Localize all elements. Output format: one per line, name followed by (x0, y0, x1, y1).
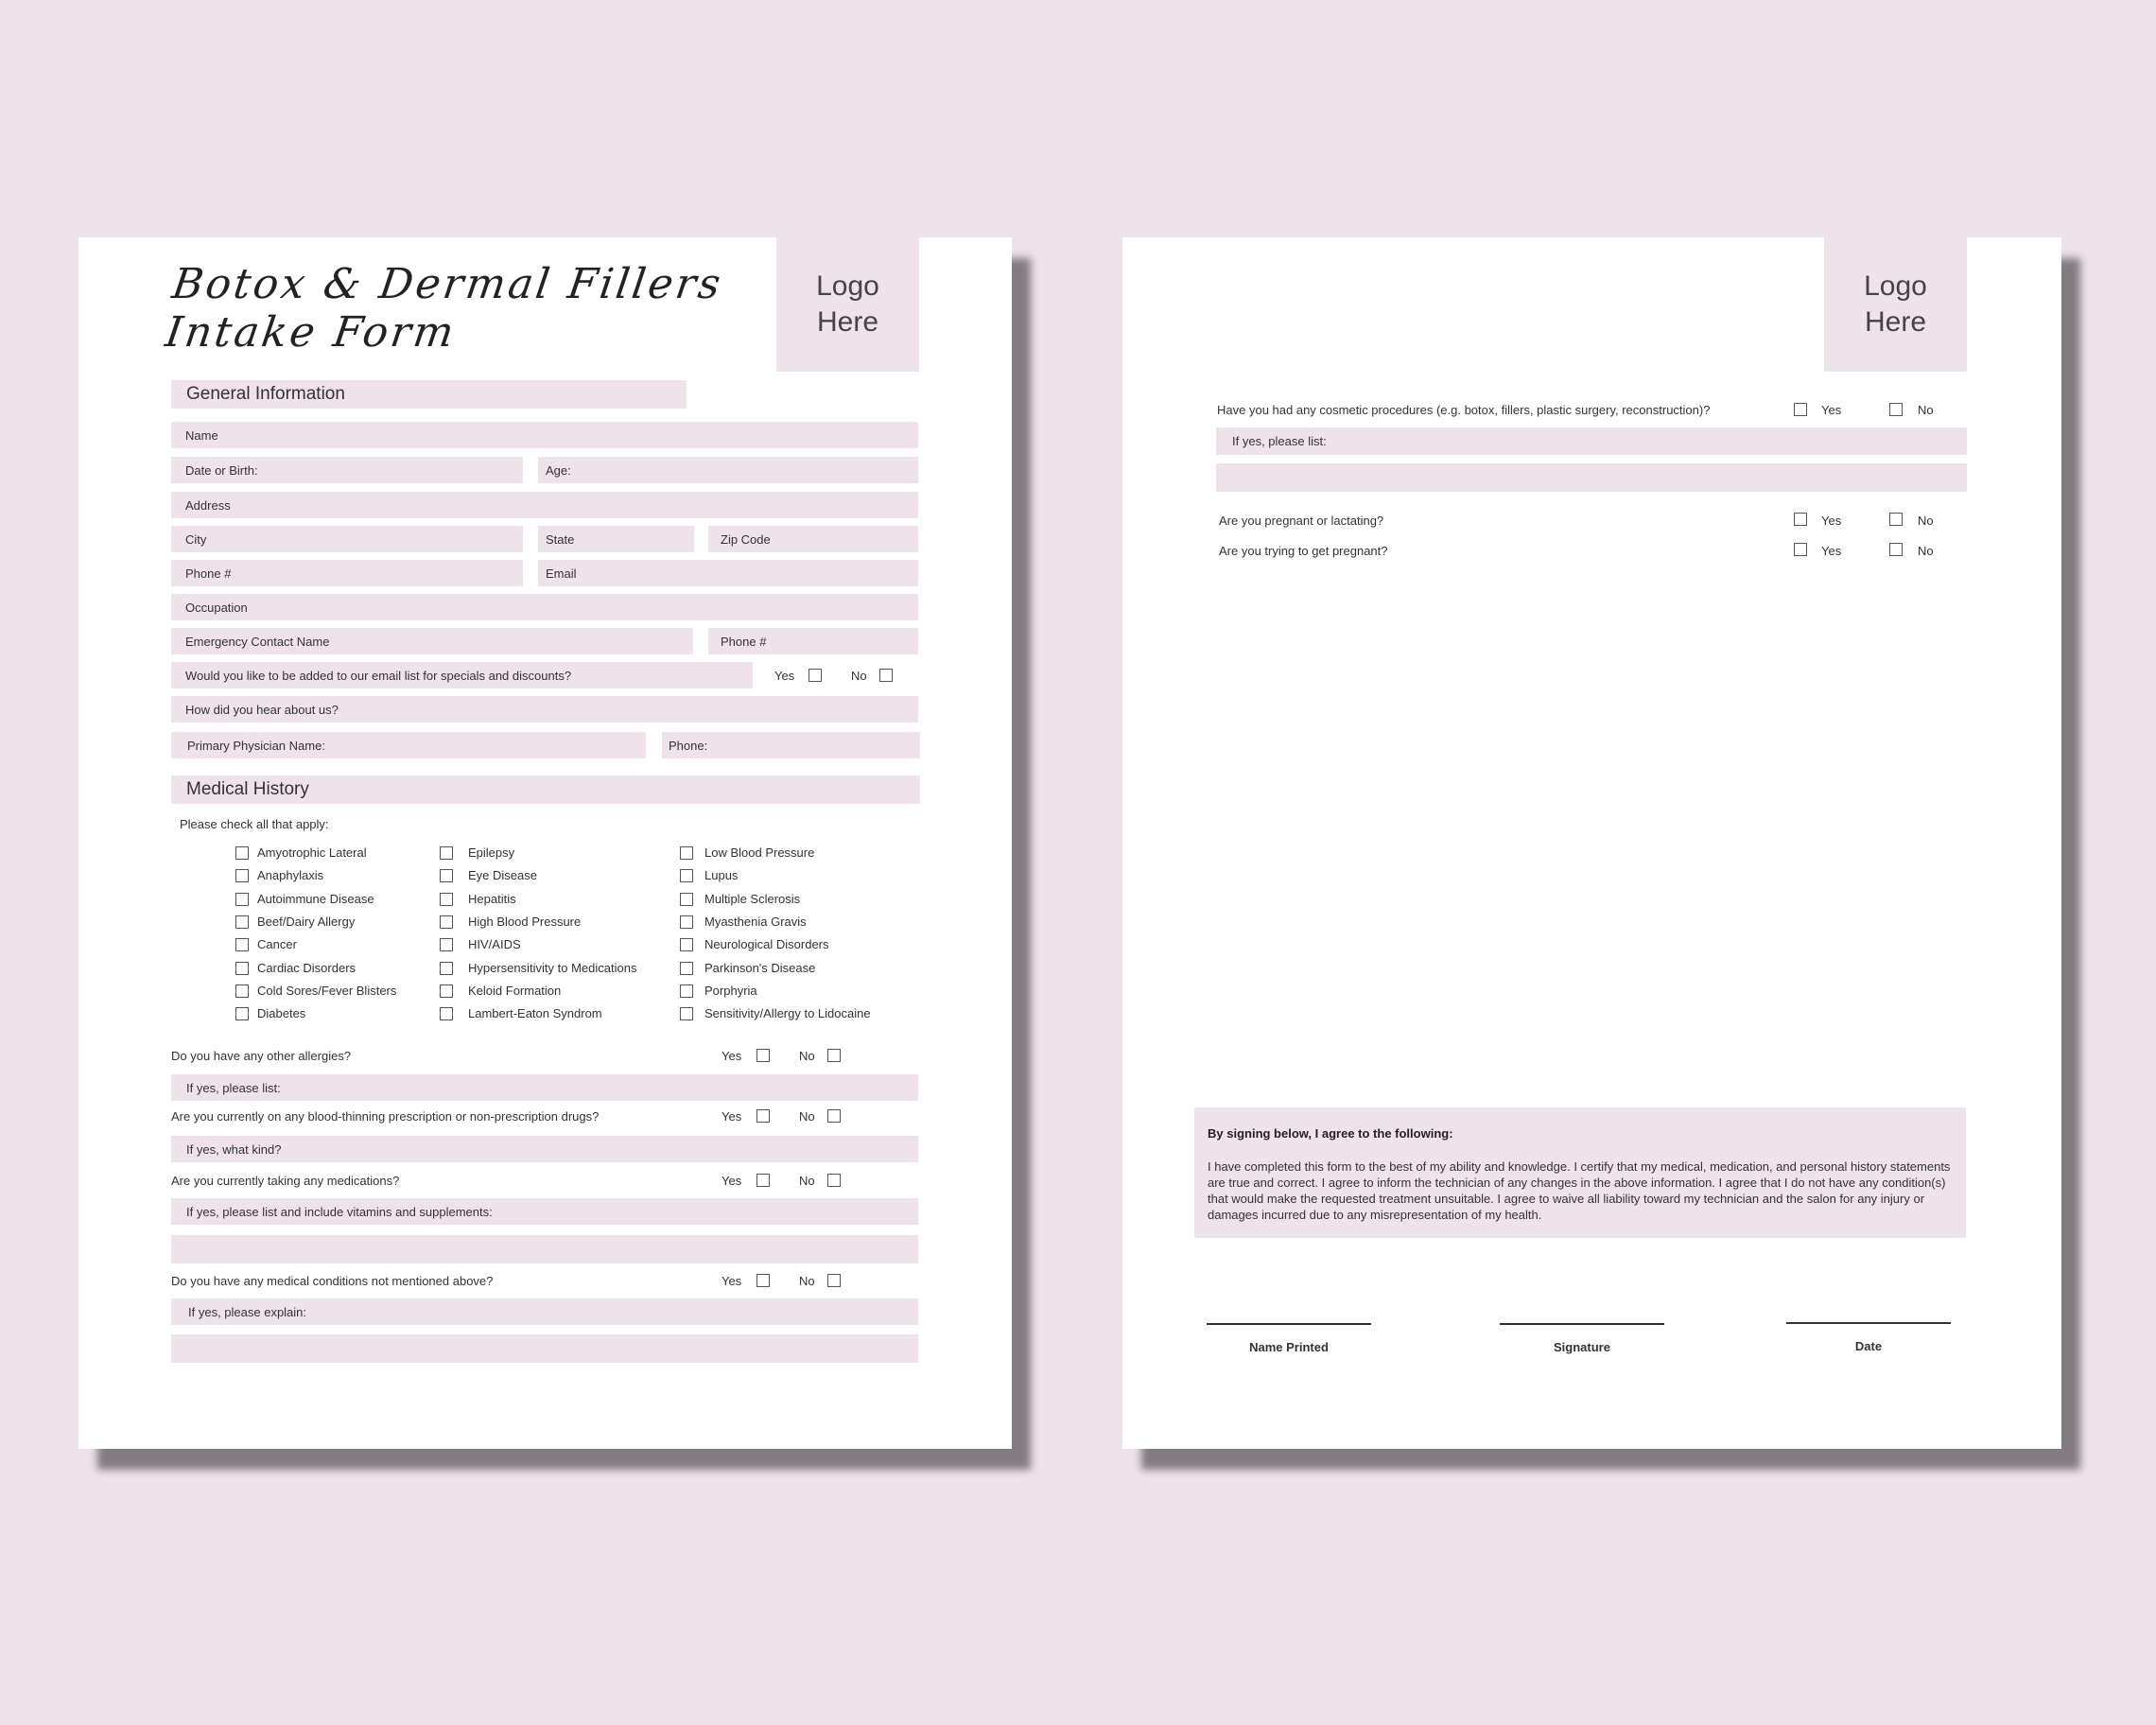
hear-about-field[interactable] (171, 696, 918, 723)
condition-label-low-blood-pressure: Low Blood Pressure (704, 845, 815, 860)
pregnant-no-label: No (1918, 514, 1934, 528)
form-page-2 (1122, 237, 2061, 1449)
emergency-phone-label: Phone # (721, 634, 767, 649)
condition-checkbox-hypersensitivity-to-medications[interactable] (440, 962, 453, 975)
occupation-field[interactable] (171, 594, 918, 620)
condition-checkbox-beef-dairy-allergy[interactable] (235, 915, 249, 929)
trying-pregnant-question: Are you trying to get pregnant? (1219, 544, 1388, 558)
age-label: Age: (546, 462, 571, 478)
emergency-contact-field[interactable] (171, 628, 693, 654)
zip-label: Zip Code (721, 531, 771, 547)
email-list-yes-checkbox[interactable] (808, 669, 822, 682)
address-field[interactable] (171, 492, 918, 518)
name-printed-label: Name Printed (1249, 1340, 1329, 1354)
condition-label-cardiac-disorders: Cardiac Disorders (257, 961, 356, 975)
condition-checkbox-cancer[interactable] (235, 938, 249, 951)
cosmetic-question: Have you had any cosmetic procedures (e.g. botox, fillers, plastic surgery, reconstruction)? (1217, 403, 1711, 417)
conditions-question: Do you have any medical conditions not mentioned above? (171, 1274, 494, 1288)
condition-checkbox-keloid-formation[interactable] (440, 984, 453, 998)
occupation-label: Occupation (185, 600, 248, 615)
condition-checkbox-cold-sores-fever-blisters[interactable] (235, 984, 249, 998)
condition-checkbox-autoimmune-disease[interactable] (235, 893, 249, 906)
form-title: Botox & Dermal Fillers Intake Form (162, 260, 726, 357)
condition-checkbox-diabetes[interactable] (235, 1007, 249, 1020)
condition-checkbox-epilepsy[interactable] (440, 846, 453, 860)
name-field[interactable] (171, 422, 918, 448)
condition-label-porphyria: Porphyria (704, 984, 757, 998)
cosmetic-list-label: If yes, please list: (1232, 434, 1327, 448)
cosmetic-yes-checkbox[interactable] (1794, 403, 1807, 416)
date-line[interactable] (1786, 1322, 1951, 1324)
blood-thinner-kind-label: If yes, what kind? (186, 1141, 282, 1157)
physician-phone-field[interactable] (662, 732, 920, 758)
conditions-no-label: No (799, 1274, 815, 1288)
trying-pregnant-yes-checkbox[interactable] (1794, 543, 1807, 556)
email-list-no-checkbox[interactable] (879, 669, 893, 682)
condition-checkbox-lambert-eaton-syndrom[interactable] (440, 1007, 453, 1020)
allergies-no-checkbox[interactable] (827, 1049, 841, 1062)
logo-line-2: Here (816, 306, 879, 338)
blood-thinner-yes-checkbox[interactable] (756, 1109, 770, 1123)
phone-label: Phone # (185, 566, 232, 581)
email-list-question (171, 662, 753, 688)
allergies-no-label: No (799, 1049, 815, 1063)
condition-checkbox-myasthenia-gravis[interactable] (680, 915, 693, 929)
physician-phone-label: Phone: (669, 738, 708, 753)
physician-field[interactable] (171, 732, 646, 758)
condition-label-keloid-formation: Keloid Formation (468, 984, 562, 998)
logo-placeholder (776, 237, 919, 372)
dob-field[interactable] (171, 457, 523, 483)
consent-heading: By signing below, I agree to the following: (1208, 1126, 1453, 1141)
blood-thinner-no-label: No (799, 1109, 815, 1124)
pregnant-question: Are you pregnant or lactating? (1219, 514, 1384, 528)
emergency-contact-label: Emergency Contact Name (185, 634, 330, 649)
form-page-1 (78, 237, 1012, 1449)
condition-label-beef-dairy-allergy: Beef/Dairy Allergy (257, 915, 356, 929)
condition-label-neurological-disorders: Neurological Disorders (704, 937, 829, 951)
condition-checkbox-neurological-disorders[interactable] (680, 938, 693, 951)
general-info-heading: General Information (171, 380, 687, 409)
condition-checkbox-amyotrophic-lateral[interactable] (235, 846, 249, 860)
conditions-no-checkbox[interactable] (827, 1274, 841, 1287)
pregnant-yes-label: Yes (1821, 514, 1842, 528)
condition-label-cancer: Cancer (257, 937, 297, 951)
cosmetic-list-extra-field[interactable] (1216, 463, 1967, 492)
name-label: Name (185, 427, 218, 443)
allergies-question: Do you have any other allergies? (171, 1049, 352, 1063)
medications-question: Are you currently taking any medications? (171, 1174, 400, 1188)
cosmetic-no-checkbox[interactable] (1889, 403, 1903, 416)
conditions-explain-label: If yes, please explain: (188, 1304, 307, 1319)
consent-text: I have completed this form to the best of my ability and knowledge. I certify that my medical, medication, and personal history statements are true and correct. I agree to inform the technician of any changes in the above information. I agree that I do not have any condition(s) that would make the requested treatment unsuitable. I agree to waive all liability toward my technician and the salon for any injury or damages incurred due to any misrepresentation of my health. (1208, 1159, 1951, 1222)
logo-line-2: Here (1864, 306, 1927, 338)
age-field[interactable] (538, 457, 918, 483)
condition-checkbox-porphyria[interactable] (680, 984, 693, 998)
hear-about-label: How did you hear about us? (185, 702, 339, 717)
condition-label-lambert-eaton-syndrom: Lambert-Eaton Syndrom (468, 1006, 602, 1020)
address-label: Address (185, 497, 231, 513)
condition-label-lupus: Lupus (704, 868, 739, 882)
conditions-explain-extra-field[interactable] (171, 1334, 918, 1363)
check-all-instruction: Please check all that apply: (180, 817, 329, 831)
condition-checkbox-cardiac-disorders[interactable] (235, 962, 249, 975)
condition-label-cold-sores-fever-blisters: Cold Sores/Fever Blisters (257, 984, 397, 998)
allergies-yes-label: Yes (722, 1049, 742, 1063)
city-label: City (185, 531, 207, 547)
emergency-phone-field[interactable] (708, 628, 918, 654)
condition-label-hepatitis: Hepatitis (468, 892, 516, 906)
date-label: Date (1854, 1339, 1883, 1353)
condition-checkbox-high-blood-pressure[interactable] (440, 915, 453, 929)
signature-line[interactable] (1500, 1323, 1664, 1325)
medications-no-label: No (799, 1174, 815, 1188)
state-field[interactable] (538, 526, 694, 552)
condition-checkbox-sensitivity-allergy-to-lidocaine[interactable] (680, 1007, 693, 1020)
condition-label-amyotrophic-lateral: Amyotrophic Lateral (257, 845, 367, 860)
condition-label-hiv-aids: HIV/AIDS (468, 937, 521, 951)
medications-yes-label: Yes (722, 1174, 742, 1188)
allergies-list-field[interactable] (171, 1074, 918, 1101)
pregnant-yes-checkbox[interactable] (1794, 513, 1807, 526)
state-label: State (546, 531, 575, 547)
consent-box (1194, 1107, 1966, 1238)
condition-label-autoimmune-disease: Autoimmune Disease (257, 892, 374, 906)
condition-checkbox-eye-disease[interactable] (440, 869, 453, 882)
city-field[interactable] (171, 526, 523, 552)
name-printed-line[interactable] (1207, 1323, 1371, 1325)
condition-checkbox-parkinson-s-disease[interactable] (680, 962, 693, 975)
condition-label-myasthenia-gravis: Myasthenia Gravis (704, 915, 807, 929)
condition-checkbox-anaphylaxis[interactable] (235, 869, 249, 882)
signature-label: Signature (1554, 1340, 1610, 1354)
condition-label-diabetes: Diabetes (257, 1006, 306, 1020)
blood-thinner-no-checkbox[interactable] (827, 1109, 841, 1123)
condition-label-epilepsy: Epilepsy (468, 845, 515, 860)
physician-label: Primary Physician Name: (187, 738, 325, 753)
condition-checkbox-lupus[interactable] (680, 869, 693, 882)
condition-label-hypersensitivity-to-medications: Hypersensitivity to Medications (468, 961, 637, 975)
condition-checkbox-low-blood-pressure[interactable] (680, 846, 693, 860)
trying-pregnant-no-checkbox[interactable] (1889, 543, 1903, 556)
medications-yes-checkbox[interactable] (756, 1174, 770, 1187)
dob-label: Date or Birth: (185, 462, 258, 478)
cosmetic-no-label: No (1918, 403, 1934, 417)
email-list-yes-label: Yes (774, 669, 795, 683)
blood-thinner-yes-label: Yes (722, 1109, 742, 1124)
allergies-list-label: If yes, please list: (186, 1080, 281, 1095)
medications-list-field[interactable] (171, 1198, 918, 1225)
condition-label-eye-disease: Eye Disease (468, 868, 537, 882)
condition-label-sensitivity-allergy-to-lidocaine: Sensitivity/Allergy to Lidocaine (704, 1006, 871, 1020)
condition-label-parkinson-s-disease: Parkinson's Disease (704, 961, 816, 975)
medications-no-checkbox[interactable] (827, 1174, 841, 1187)
logo-placeholder (1824, 237, 1967, 372)
condition-label-multiple-sclerosis: Multiple Sclerosis (704, 892, 801, 906)
email-list-label: Would you like to be added to our email list for specials and discounts? (185, 668, 572, 683)
email-list-no-label: No (851, 669, 867, 683)
condition-checkbox-hepatitis[interactable] (440, 893, 453, 906)
cosmetic-yes-label: Yes (1821, 403, 1842, 417)
condition-checkbox-hiv-aids[interactable] (440, 938, 453, 951)
allergies-yes-checkbox[interactable] (756, 1049, 770, 1062)
conditions-explain-field[interactable] (171, 1298, 918, 1325)
trying-pregnant-yes-label: Yes (1821, 544, 1842, 558)
conditions-yes-checkbox[interactable] (756, 1274, 770, 1287)
email-field[interactable] (538, 560, 918, 586)
condition-label-anaphylaxis: Anaphylaxis (257, 868, 324, 882)
logo-line-1: Logo (1864, 270, 1927, 302)
phone-field[interactable] (171, 560, 523, 586)
medical-history-heading: Medical History (171, 775, 920, 804)
medications-list-extra-field[interactable] (171, 1235, 918, 1263)
blood-thinner-question: Are you currently on any blood-thinning prescription or non-prescription drugs? (171, 1109, 600, 1124)
trying-pregnant-no-label: No (1918, 544, 1934, 558)
medications-list-label: If yes, please list and include vitamins and supplements: (186, 1204, 493, 1219)
condition-checkbox-multiple-sclerosis[interactable] (680, 893, 693, 906)
logo-line-1: Logo (816, 270, 879, 302)
zip-field[interactable] (708, 526, 918, 552)
pregnant-no-checkbox[interactable] (1889, 513, 1903, 526)
email-label: Email (546, 566, 577, 581)
cosmetic-list-field[interactable] (1216, 427, 1967, 455)
condition-label-high-blood-pressure: High Blood Pressure (468, 915, 582, 929)
blood-thinner-kind-field[interactable] (171, 1136, 918, 1162)
conditions-yes-label: Yes (722, 1274, 742, 1288)
